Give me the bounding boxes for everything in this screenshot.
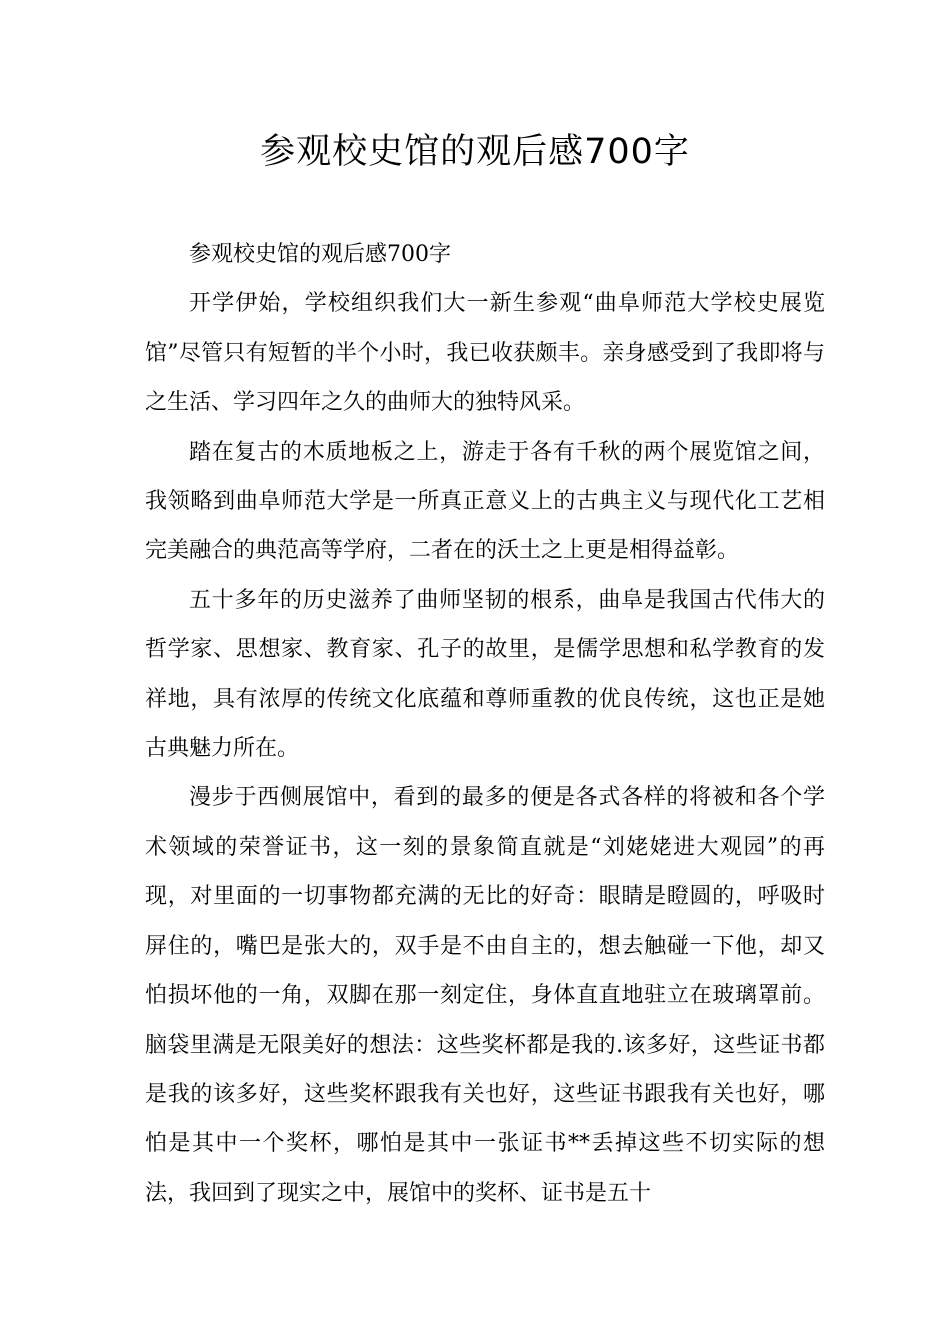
paragraph: 开学伊始，学校组织我们大一新生参观“曲阜师范大学校史展览馆”尽管只有短暂的半个小时，我已收获颇丰。亲身感受到了我即将与之生活、学习四年之久的曲师大的独特风采。 [145, 291, 825, 416]
document-title: 参观校史馆的观后感700字 [260, 132, 690, 172]
paragraph: 踏在复古的木质地板之上，游走于各有千秋的两个展览馆之间，我领略到曲阜师范大学是一所真正意义上的古典主义与现代化工艺相完美融合的典范高等学府，二者在的沃土之上更是相得益彰。 [145, 439, 825, 564]
document-body [145, 230, 825, 1218]
paragraph: 漫步于西侧展馆中，看到的最多的便是各式各样的将被和各个学术领域的荣誉证书，这一刻的景象简直就是“刘姥姥进大观园”的再现，对里面的一切事物都充满的无比的好奇：眼睛是瞪圆的，呼吸时屏住的，嘴巴是张大的，双手是不由自主的，想去触碰一下他，却又怕损坏他的一角，双脚在那一刻定住，身体直直地驻立在玻璃罩前。脑袋里满是无限美好的想法：这些奖杯都是我的.该多好，这些证书都是我的该多好，这些奖杯跟我有关也好，这些证书跟我有关也好，哪怕是其中一个奖杯，哪怕是其中一张证书**丢掉这些不切实际的想法，我回到了现实之中，展馆中的奖杯、证书是五十 [145, 785, 825, 1206]
paragraph: 五十多年的历史滋养了曲师坚韧的根系，曲阜是我国古代伟大的哲学家、思想家、教育家、孔子的故里，是儒学思想和私学教育的发祥地，具有浓厚的传统文化底蕴和尊师重教的优良传统，这也正是她古典魅力所在。 [145, 587, 825, 762]
paragraph-subtitle: 参观校史馆的观后感700字 [189, 242, 451, 267]
